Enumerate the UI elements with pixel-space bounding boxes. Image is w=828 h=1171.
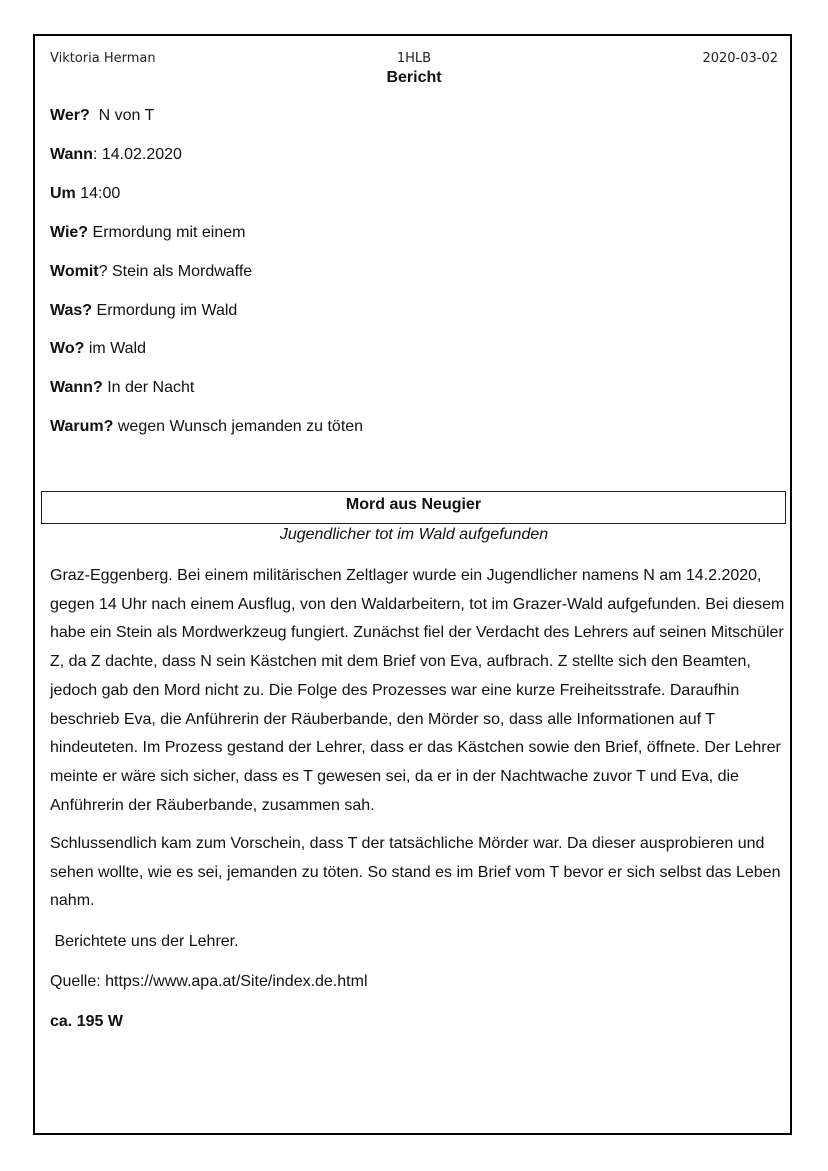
article-attribution: Berichtete uns der Lehrer. [50,933,239,950]
fact-value: Ermordung mit einem [92,223,246,241]
fact-row [50,223,245,243]
author-name: Viktoria Herman [50,51,156,66]
fact-label: Warum? [50,418,114,436]
fact-label: Wie? [50,223,89,241]
article-source: Quelle: https://www.apa.at/Site/index.de.html [50,973,368,990]
fact-label: Womit [50,262,99,280]
fact-value: 14.02.2020 [97,145,182,163]
fact-row [50,106,154,126]
fact-label: Was? [50,301,93,319]
fact-row [50,301,237,321]
fact-value: wegen Wunsch jemanden zu töten [117,418,364,436]
fact-row [50,262,252,282]
fact-label: Wo? [50,340,85,358]
article-headline: Mord aus Neugier [41,491,786,524]
document-title: Bericht [386,69,442,86]
fact-row [50,417,363,437]
article-paragraph-2: Schlussendlich kam zum Vorschein, dass T der tatsächliche Mörder war. Da dieser ausprobieren und sehen wollte, wie es sei, jemanden zu töten. So stand es im Brief vom T bevor er sich selbst das Leben nahm. [50,835,781,910]
fact-label: Um [50,184,76,202]
fact-value: im Wald [88,340,146,358]
fact-row [50,184,120,204]
article-subheadline: Jugendlicher tot im Wald aufgefunden [279,526,549,543]
fact-row [50,145,182,165]
class-name: 1HLB [396,51,432,66]
fact-value: N von T [94,107,155,124]
fact-value: 14:00 [80,184,121,202]
fact-separator: ? [98,262,108,280]
fact-label: Wer? [50,107,90,124]
article-paragraph-1: Graz-Eggenberg. Bei einem militärischen Zeltlager wurde ein Jugendlicher namens N am 14.2.2020, gegen 14 Uhr nach einem Ausflug, von den Waldarbeitern, tot im Grazer-Wald aufgefunden. Bei diesem habe ein Stein als Mordwerkzeug fungiert. Zunächst fiel der Verdacht des Lehrers auf seinen Mitschüler Z, da Z dachte, dass N sein Kästchen mit dem Brief von Eva, aufbrach. Z stellte sich den Beamten, jedoch gab den Mord nicht zu. Die Folge des Prozesses war eine kurze Freiheitsstrafe. Daraufhin beschrieb Eva, die Anführerin der Räuberbande, den Mörder so, dass alle Informationen auf T hindeuteten. Im Prozess gestand der Lehrer, dass er das Kästchen sowie den Brief, öffnete. Der Lehrer meinte er wäre sich sicher, dass es T gewesen sei, da er in der Nachtwache zuvor T und Eva, die Anführerin der Räuberbande, zusammen sah. [50,567,785,814]
fact-label: Wann? [50,379,103,397]
fact-value: In der Nacht [107,379,195,397]
word-count: ca. 195 W [50,1013,123,1030]
fact-row [50,378,194,398]
fact-separator: : [92,145,98,163]
document-date: 2020-03-02 [702,51,778,66]
fact-row [50,339,146,359]
fact-label: Wann [50,145,93,163]
fact-value: Stein als Mordwaffe [107,262,253,280]
fact-value: Ermordung im Wald [96,301,238,319]
